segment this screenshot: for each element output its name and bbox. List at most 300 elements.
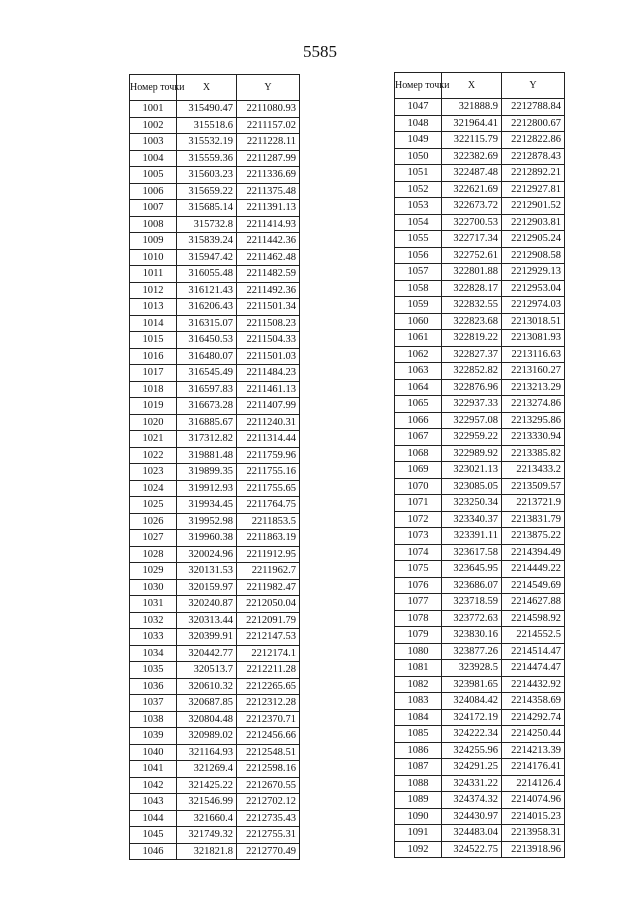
table-row	[395, 346, 565, 363]
point-number-cell: 1058	[395, 280, 442, 297]
table-row	[395, 495, 565, 512]
point-number-cell: 1050	[395, 148, 442, 165]
table-row	[130, 546, 300, 563]
y-cell: 2212670.55	[237, 777, 300, 794]
point-number-cell: 1066	[395, 412, 442, 429]
x-cell: 322957.08	[442, 412, 502, 429]
x-cell: 321964.41	[442, 115, 502, 132]
x-cell: 323877.26	[442, 643, 502, 660]
x-cell: 322673.72	[442, 198, 502, 215]
y-cell: 2214552.5	[502, 627, 565, 644]
table-row	[395, 478, 565, 495]
table-row	[395, 841, 565, 858]
x-cell: 322621.69	[442, 181, 502, 198]
y-cell: 2213160.27	[502, 363, 565, 380]
y-cell: 2213433.2	[502, 462, 565, 479]
y-cell: 2211228.11	[237, 134, 300, 151]
table-row	[395, 363, 565, 380]
table-row	[395, 396, 565, 413]
point-number-cell: 1064	[395, 379, 442, 396]
x-cell: 320989.02	[177, 728, 237, 745]
point-number-cell: 1040	[130, 744, 177, 761]
point-number-cell: 1027	[130, 530, 177, 547]
table-row	[395, 198, 565, 215]
x-cell: 324430.97	[442, 808, 502, 825]
point-number-cell: 1087	[395, 759, 442, 776]
x-cell: 315685.14	[177, 200, 237, 217]
y-cell: 2212905.24	[502, 231, 565, 248]
x-cell: 319912.93	[177, 480, 237, 497]
x-cell: 315490.47	[177, 101, 237, 118]
y-cell: 2214598.92	[502, 610, 565, 627]
point-number-cell: 1014	[130, 315, 177, 332]
table-row	[395, 544, 565, 561]
table-row	[130, 183, 300, 200]
x-cell: 322819.22	[442, 330, 502, 347]
table-row	[130, 431, 300, 448]
table-row	[130, 794, 300, 811]
y-cell: 2212929.13	[502, 264, 565, 281]
x-cell: 323686.07	[442, 577, 502, 594]
table-row	[395, 462, 565, 479]
table-row	[130, 662, 300, 679]
y-cell: 2211982.47	[237, 579, 300, 596]
table-row	[395, 264, 565, 281]
y-cell: 2212598.16	[237, 761, 300, 778]
point-number-cell: 1043	[130, 794, 177, 811]
point-number-cell: 1070	[395, 478, 442, 495]
table-row	[395, 132, 565, 149]
y-cell: 2213831.79	[502, 511, 565, 528]
point-number-cell: 1053	[395, 198, 442, 215]
point-number-cell: 1054	[395, 214, 442, 231]
point-number-cell: 1074	[395, 544, 442, 561]
point-number-cell: 1044	[130, 810, 177, 827]
x-cell: 320513.7	[177, 662, 237, 679]
table-row	[130, 810, 300, 827]
y-cell: 2214432.92	[502, 676, 565, 693]
x-cell: 324084.42	[442, 693, 502, 710]
x-cell: 315603.23	[177, 167, 237, 184]
x-cell: 321660.4	[177, 810, 237, 827]
table-row	[395, 99, 565, 116]
x-cell: 316055.48	[177, 266, 237, 283]
point-number-cell: 1029	[130, 563, 177, 580]
y-cell: 2214449.22	[502, 561, 565, 578]
header-y: Y	[237, 75, 300, 101]
x-cell: 322752.61	[442, 247, 502, 264]
y-cell: 2214250.44	[502, 726, 565, 743]
x-cell: 323718.59	[442, 594, 502, 611]
x-cell: 320159.97	[177, 579, 237, 596]
y-cell: 2212050.04	[237, 596, 300, 613]
x-cell: 315532.19	[177, 134, 237, 151]
table-row	[395, 561, 565, 578]
point-number-cell: 1028	[130, 546, 177, 563]
point-number-cell: 1035	[130, 662, 177, 679]
point-number-cell: 1081	[395, 660, 442, 677]
x-cell: 315559.36	[177, 150, 237, 167]
table-row	[395, 643, 565, 660]
y-cell: 2211764.75	[237, 497, 300, 514]
table-row	[395, 115, 565, 132]
y-cell: 2212892.21	[502, 165, 565, 182]
x-cell: 320131.53	[177, 563, 237, 580]
x-cell: 324172.19	[442, 709, 502, 726]
y-cell: 2211912.95	[237, 546, 300, 563]
table-row	[130, 464, 300, 481]
point-number-cell: 1018	[130, 381, 177, 398]
point-number-cell: 1075	[395, 561, 442, 578]
table-row	[130, 315, 300, 332]
point-number-cell: 1063	[395, 363, 442, 380]
y-cell: 2211759.96	[237, 447, 300, 464]
y-cell: 2214627.88	[502, 594, 565, 611]
point-number-cell: 1033	[130, 629, 177, 646]
x-cell: 322827.37	[442, 346, 502, 363]
y-cell: 2214358.69	[502, 693, 565, 710]
y-cell: 2211492.36	[237, 282, 300, 299]
y-cell: 2211461.13	[237, 381, 300, 398]
y-cell: 2211157.02	[237, 117, 300, 134]
point-number-cell: 1051	[395, 165, 442, 182]
table-row	[130, 249, 300, 266]
table-row	[130, 167, 300, 184]
x-cell: 319960.38	[177, 530, 237, 547]
table-body-right	[395, 99, 565, 858]
point-number-cell: 1067	[395, 429, 442, 446]
y-cell: 2211080.93	[237, 101, 300, 118]
table-row	[395, 429, 565, 446]
table-row	[395, 297, 565, 314]
point-number-cell: 1010	[130, 249, 177, 266]
point-number-cell: 1003	[130, 134, 177, 151]
y-cell: 2212174.1	[237, 645, 300, 662]
point-number-cell: 1090	[395, 808, 442, 825]
point-number-cell: 1071	[395, 495, 442, 512]
x-cell: 322937.33	[442, 396, 502, 413]
x-cell: 322832.55	[442, 297, 502, 314]
table-row	[130, 101, 300, 118]
table-row	[130, 414, 300, 431]
y-cell: 2213116.63	[502, 346, 565, 363]
table-row	[395, 808, 565, 825]
x-cell: 322959.22	[442, 429, 502, 446]
point-number-cell: 1005	[130, 167, 177, 184]
y-cell: 2211391.13	[237, 200, 300, 217]
point-number-cell: 1086	[395, 742, 442, 759]
table-row	[130, 480, 300, 497]
point-number-cell: 1048	[395, 115, 442, 132]
table-row	[130, 612, 300, 629]
table-row	[395, 627, 565, 644]
x-cell: 321749.32	[177, 827, 237, 844]
x-cell: 320442.77	[177, 645, 237, 662]
y-cell: 2212312.28	[237, 695, 300, 712]
x-cell: 316450.53	[177, 332, 237, 349]
table-row	[130, 365, 300, 382]
table-header-row	[130, 75, 300, 101]
point-number-cell: 1015	[130, 332, 177, 349]
table-row	[395, 280, 565, 297]
y-cell: 2212903.81	[502, 214, 565, 231]
table-row	[395, 676, 565, 693]
x-cell: 320399.91	[177, 629, 237, 646]
x-cell: 320313.44	[177, 612, 237, 629]
x-cell: 316545.49	[177, 365, 237, 382]
x-cell: 316315.07	[177, 315, 237, 332]
point-number-cell: 1023	[130, 464, 177, 481]
point-number-cell: 1082	[395, 676, 442, 693]
y-cell: 2213918.96	[502, 841, 565, 858]
x-cell: 316885.67	[177, 414, 237, 431]
x-cell: 316597.83	[177, 381, 237, 398]
table-row	[130, 711, 300, 728]
point-number-cell: 1088	[395, 775, 442, 792]
table-header-row	[395, 73, 565, 99]
y-cell: 2211442.36	[237, 233, 300, 250]
point-number-cell: 1045	[130, 827, 177, 844]
y-cell: 2212788.84	[502, 99, 565, 116]
point-number-cell: 1069	[395, 462, 442, 479]
point-number-cell: 1056	[395, 247, 442, 264]
table-row	[395, 231, 565, 248]
point-number-cell: 1091	[395, 825, 442, 842]
table-row	[395, 693, 565, 710]
table-row	[395, 759, 565, 776]
table-row	[130, 233, 300, 250]
x-cell: 323830.16	[442, 627, 502, 644]
y-cell: 2211504.33	[237, 332, 300, 349]
table-row	[395, 577, 565, 594]
y-cell: 2212974.03	[502, 297, 565, 314]
y-cell: 2214549.69	[502, 577, 565, 594]
y-cell: 2212147.53	[237, 629, 300, 646]
point-number-cell: 1022	[130, 447, 177, 464]
point-number-cell: 1092	[395, 841, 442, 858]
x-cell: 324331.22	[442, 775, 502, 792]
table-row	[130, 530, 300, 547]
table-row	[395, 742, 565, 759]
x-cell: 324522.75	[442, 841, 502, 858]
point-number-cell: 1061	[395, 330, 442, 347]
table-row	[130, 117, 300, 134]
y-cell: 2211336.69	[237, 167, 300, 184]
point-number-cell: 1068	[395, 445, 442, 462]
y-cell: 2212091.79	[237, 612, 300, 629]
point-number-cell: 1065	[395, 396, 442, 413]
x-cell: 316121.43	[177, 282, 237, 299]
y-cell: 2213295.86	[502, 412, 565, 429]
x-cell: 322487.48	[442, 165, 502, 182]
table-row	[395, 313, 565, 330]
y-cell: 2211462.48	[237, 249, 300, 266]
x-cell: 319881.48	[177, 447, 237, 464]
point-number-cell: 1078	[395, 610, 442, 627]
table-row	[130, 216, 300, 233]
y-cell: 2214394.49	[502, 544, 565, 561]
table-row	[130, 150, 300, 167]
x-cell: 324291.25	[442, 759, 502, 776]
x-cell: 322382.69	[442, 148, 502, 165]
point-number-cell: 1041	[130, 761, 177, 778]
y-cell: 2211853.5	[237, 513, 300, 530]
point-number-cell: 1030	[130, 579, 177, 596]
y-cell: 2212878.43	[502, 148, 565, 165]
y-cell: 2212735.43	[237, 810, 300, 827]
x-cell: 320804.48	[177, 711, 237, 728]
header-x: X	[177, 75, 237, 101]
point-number-cell: 1076	[395, 577, 442, 594]
point-number-cell: 1072	[395, 511, 442, 528]
y-cell: 2211240.31	[237, 414, 300, 431]
y-cell: 2214176.41	[502, 759, 565, 776]
table-row	[130, 282, 300, 299]
table-row	[395, 594, 565, 611]
y-cell: 2214292.74	[502, 709, 565, 726]
y-cell: 2213081.93	[502, 330, 565, 347]
header-point-number: Номер точки	[395, 73, 442, 99]
table-row	[130, 777, 300, 794]
x-cell: 323645.95	[442, 561, 502, 578]
y-cell: 2212548.51	[237, 744, 300, 761]
x-cell: 321546.99	[177, 794, 237, 811]
table-row	[130, 596, 300, 613]
point-number-cell: 1052	[395, 181, 442, 198]
y-cell: 2211482.59	[237, 266, 300, 283]
y-cell: 2214474.47	[502, 660, 565, 677]
table-row	[395, 148, 565, 165]
table-row	[395, 511, 565, 528]
point-number-cell: 1057	[395, 264, 442, 281]
x-cell: 319952.98	[177, 513, 237, 530]
table-row	[130, 200, 300, 217]
table-row	[130, 513, 300, 530]
y-cell: 2212370.71	[237, 711, 300, 728]
y-cell: 2211287.99	[237, 150, 300, 167]
x-cell: 323391.11	[442, 528, 502, 545]
x-cell: 323250.34	[442, 495, 502, 512]
y-cell: 2212927.81	[502, 181, 565, 198]
table-row	[130, 348, 300, 365]
x-cell: 324222.34	[442, 726, 502, 743]
x-cell: 322852.82	[442, 363, 502, 380]
point-number-cell: 1042	[130, 777, 177, 794]
table-row	[395, 660, 565, 677]
point-number-cell: 1002	[130, 117, 177, 134]
y-cell: 2211501.03	[237, 348, 300, 365]
point-number-cell: 1020	[130, 414, 177, 431]
y-cell: 2214213.39	[502, 742, 565, 759]
y-cell: 2212953.04	[502, 280, 565, 297]
point-number-cell: 1085	[395, 726, 442, 743]
x-cell: 315732.8	[177, 216, 237, 233]
x-cell: 321269.4	[177, 761, 237, 778]
point-number-cell: 1008	[130, 216, 177, 233]
y-cell: 2213018.51	[502, 313, 565, 330]
table-row	[130, 695, 300, 712]
x-cell: 323772.63	[442, 610, 502, 627]
y-cell: 2212908.58	[502, 247, 565, 264]
table-row	[395, 379, 565, 396]
y-cell: 2211375.48	[237, 183, 300, 200]
point-number-cell: 1038	[130, 711, 177, 728]
point-number-cell: 1080	[395, 643, 442, 660]
table-row	[130, 563, 300, 580]
table-row	[130, 678, 300, 695]
table-row	[395, 445, 565, 462]
table-row	[395, 412, 565, 429]
y-cell: 2214126.4	[502, 775, 565, 792]
y-cell: 2212770.49	[237, 843, 300, 860]
x-cell: 319934.45	[177, 497, 237, 514]
point-number-cell: 1049	[395, 132, 442, 149]
point-number-cell: 1032	[130, 612, 177, 629]
table-row	[395, 726, 565, 743]
x-cell: 315659.22	[177, 183, 237, 200]
x-cell: 316480.07	[177, 348, 237, 365]
point-number-cell: 1083	[395, 693, 442, 710]
x-cell: 324483.04	[442, 825, 502, 842]
y-cell: 2213721.9	[502, 495, 565, 512]
header-x: X	[442, 73, 502, 99]
point-number-cell: 1047	[395, 99, 442, 116]
y-cell: 2211414.93	[237, 216, 300, 233]
point-number-cell: 1034	[130, 645, 177, 662]
x-cell: 320240.87	[177, 596, 237, 613]
point-number-cell: 1060	[395, 313, 442, 330]
x-cell: 322828.17	[442, 280, 502, 297]
x-cell: 319899.35	[177, 464, 237, 481]
point-number-cell: 1013	[130, 299, 177, 316]
y-cell: 2211755.16	[237, 464, 300, 481]
point-number-cell: 1079	[395, 627, 442, 644]
table-row	[130, 299, 300, 316]
x-cell: 321888.9	[442, 99, 502, 116]
point-number-cell: 1021	[130, 431, 177, 448]
table-row	[395, 825, 565, 842]
y-cell: 2212265.65	[237, 678, 300, 695]
y-cell: 2213958.31	[502, 825, 565, 842]
y-cell: 2213274.86	[502, 396, 565, 413]
point-number-cell: 1077	[395, 594, 442, 611]
table-row	[395, 528, 565, 545]
x-cell: 324374.32	[442, 792, 502, 809]
table-row	[130, 398, 300, 415]
x-cell: 321821.8	[177, 843, 237, 860]
y-cell: 2212800.67	[502, 115, 565, 132]
point-number-cell: 1039	[130, 728, 177, 745]
table-row	[395, 330, 565, 347]
y-cell: 2213330.94	[502, 429, 565, 446]
point-number-cell: 1062	[395, 346, 442, 363]
point-number-cell: 1026	[130, 513, 177, 530]
point-number-cell: 1007	[130, 200, 177, 217]
table-row	[395, 165, 565, 182]
table-row	[395, 610, 565, 627]
x-cell: 323340.37	[442, 511, 502, 528]
point-number-cell: 1031	[130, 596, 177, 613]
table-row	[395, 181, 565, 198]
x-cell: 316673.28	[177, 398, 237, 415]
table-row	[130, 827, 300, 844]
x-cell: 315518.6	[177, 117, 237, 134]
y-cell: 2214015.23	[502, 808, 565, 825]
table-row	[130, 332, 300, 349]
y-cell: 2212901.52	[502, 198, 565, 215]
table-row	[130, 266, 300, 283]
x-cell: 324255.96	[442, 742, 502, 759]
